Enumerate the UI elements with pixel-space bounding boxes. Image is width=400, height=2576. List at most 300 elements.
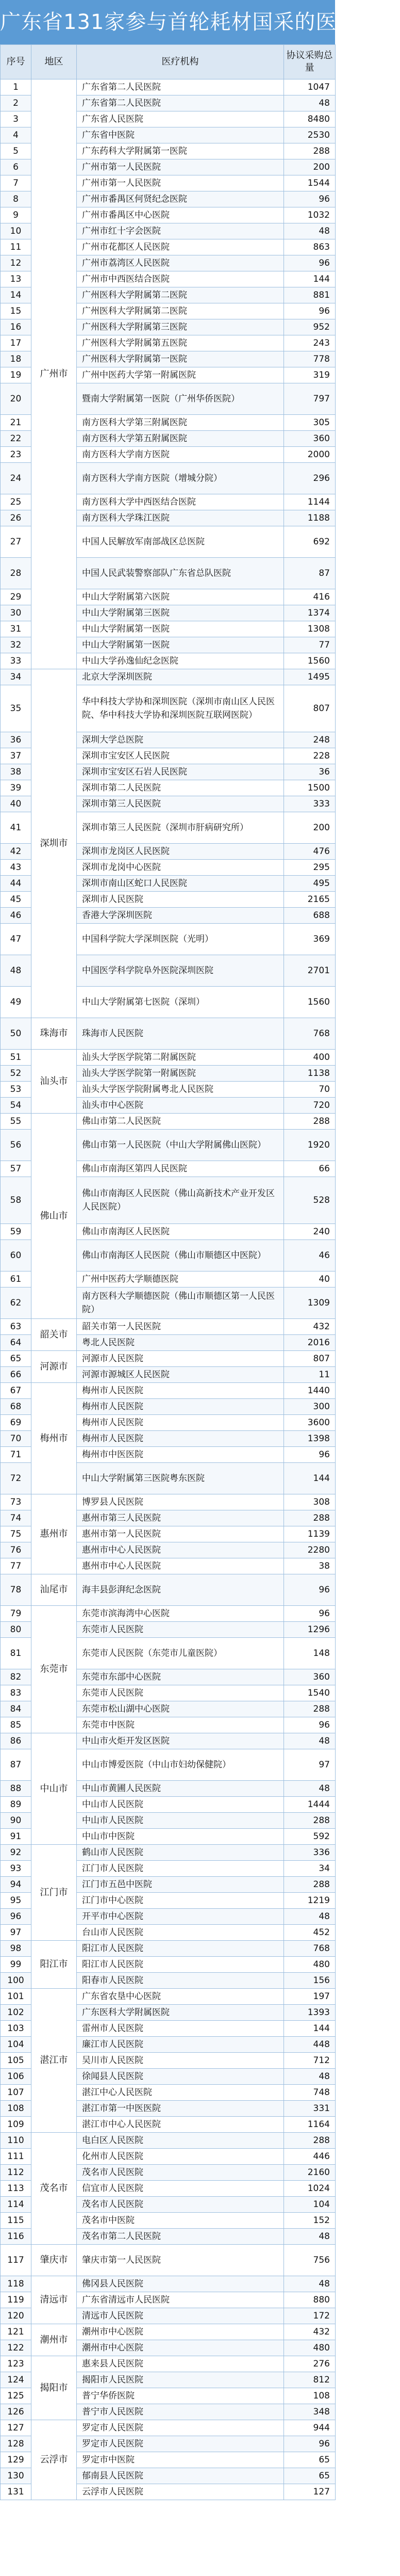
hospital-name: 湛江市中心人民医院 [77, 2117, 284, 2133]
hospital-name: 深圳市人民医院 [77, 892, 284, 908]
row-number: 125 [1, 2388, 31, 2404]
hospital-name: 佛山市第一人民医院（中山大学附属佛山医院） [77, 1130, 284, 1161]
table-row [1, 1383, 336, 1399]
agreed-quantity: 333 [284, 796, 336, 812]
agreed-quantity: 288 [284, 1510, 336, 1526]
row-number: 128 [1, 2436, 31, 2452]
row-number: 105 [1, 2053, 31, 2069]
hospital-name: 海丰县彭湃纪念医院 [77, 1574, 284, 1606]
hospital-name: 深圳市南山区蛇口人民医院 [77, 876, 284, 892]
row-number: 58 [1, 1177, 31, 1224]
row-number: 85 [1, 1717, 31, 1733]
table-row [1, 1018, 336, 1050]
agreed-quantity: 1440 [284, 1383, 336, 1399]
row-number: 124 [1, 2372, 31, 2388]
hospital-name: 广东省农垦中心医院 [77, 1989, 284, 2005]
hospital-name: 中山大学附属第三医院粤东医院 [77, 1463, 284, 1494]
agreed-quantity: 1138 [284, 1066, 336, 1082]
hospital-name: 广州市番禺区中心医院 [77, 207, 284, 223]
hospital-name: 汕头大学医学院第二附属医院 [77, 1050, 284, 1066]
row-number: 47 [1, 924, 31, 955]
row-number: 54 [1, 1098, 31, 1114]
row-number: 83 [1, 1685, 31, 1701]
row-number: 59 [1, 1224, 31, 1240]
hospital-name: 惠州市第一人民医院 [77, 1526, 284, 1542]
agreed-quantity: 46 [284, 1240, 336, 1271]
row-number: 16 [1, 319, 31, 335]
hospital-name: 韶关市第一人民医院 [77, 1319, 284, 1335]
hospital-name: 罗定市中医院 [77, 2452, 284, 2468]
row-number: 26 [1, 510, 31, 526]
row-number: 63 [1, 1319, 31, 1335]
hospital-name: 广东省中医院 [77, 127, 284, 143]
row-number: 82 [1, 1669, 31, 1685]
hospital-name: 广东省清远市人民医院 [77, 2292, 284, 2308]
row-number: 70 [1, 1431, 31, 1447]
hospital-name: 中山大学孙逸仙纪念医院 [77, 653, 284, 669]
agreed-quantity: 1560 [284, 653, 336, 669]
agreed-quantity: 880 [284, 2292, 336, 2308]
row-number: 14 [1, 287, 31, 303]
hospital-name: 潮州市中心医院 [77, 2324, 284, 2340]
row-number: 79 [1, 1606, 31, 1622]
agreed-quantity: 480 [284, 2340, 336, 2356]
agreed-quantity: 96 [284, 191, 336, 207]
page-title: 广东省131家参与首轮耗材国采的医疗机构 [0, 0, 335, 44]
row-number: 72 [1, 1463, 31, 1494]
agreed-quantity: 308 [284, 1494, 336, 1510]
agreed-quantity: 36 [284, 764, 336, 780]
agreed-quantity: 1164 [284, 2117, 336, 2133]
row-number: 22 [1, 431, 31, 447]
row-number: 94 [1, 1877, 31, 1893]
row-number: 99 [1, 1957, 31, 1973]
row-number: 44 [1, 876, 31, 892]
hospital-name: 阳江市人民医院 [77, 1957, 284, 1973]
agreed-quantity: 528 [284, 1177, 336, 1224]
hospital-name: 东莞市人民医院 [77, 1685, 284, 1701]
hospital-name: 徐闻县人民医院 [77, 2069, 284, 2085]
row-number: 64 [1, 1335, 31, 1351]
agreed-quantity: 1920 [284, 1130, 336, 1161]
row-number: 55 [1, 1114, 31, 1130]
table-body [1, 79, 336, 2500]
row-number: 106 [1, 2069, 31, 2085]
region-cell: 肇庆市 [31, 2245, 77, 2276]
row-number: 50 [1, 1018, 31, 1050]
row-number: 102 [1, 2005, 31, 2021]
region-cell: 韶关市 [31, 1319, 77, 1351]
region-cell: 潮州市 [31, 2324, 77, 2356]
agreed-quantity: 448 [284, 2037, 336, 2053]
hospital-name: 广州医科大学附属第二医院 [77, 303, 284, 319]
row-number: 27 [1, 526, 31, 558]
agreed-quantity: 2701 [284, 955, 336, 987]
hospital-name: 河源市人民医院 [77, 1351, 284, 1367]
row-number: 114 [1, 2197, 31, 2213]
agreed-quantity: 48 [284, 2069, 336, 2085]
agreed-quantity: 1393 [284, 2005, 336, 2021]
row-number: 39 [1, 780, 31, 796]
row-number: 12 [1, 255, 31, 271]
row-number: 8 [1, 191, 31, 207]
row-number: 80 [1, 1622, 31, 1638]
row-number: 119 [1, 2292, 31, 2308]
hospital-name: 深圳市第三人民医院（深圳市肝病研究所） [77, 812, 284, 844]
hospital-name: 中山大学附属第三医院 [77, 605, 284, 621]
row-number: 130 [1, 2468, 31, 2484]
hospital-name: 广州中医药大学顺德医院 [77, 1271, 284, 1287]
agreed-quantity: 97 [284, 1749, 336, 1781]
agreed-quantity: 144 [284, 1463, 336, 1494]
agreed-quantity: 400 [284, 1050, 336, 1066]
hospital-name: 茂名市人民医院 [77, 2165, 284, 2181]
row-number: 127 [1, 2420, 31, 2436]
table-row [1, 669, 336, 685]
hospital-name: 阳春市人民医院 [77, 1973, 284, 1989]
hospital-name: 广州市花都区人民医院 [77, 239, 284, 255]
hospital-name: 中山市黄圃人民医院 [77, 1781, 284, 1797]
hospital-name: 东莞市松山湖中心医院 [77, 1701, 284, 1717]
agreed-quantity: 2530 [284, 127, 336, 143]
agreed-quantity: 756 [284, 2245, 336, 2276]
agreed-quantity: 1444 [284, 1797, 336, 1813]
agreed-quantity: 300 [284, 1399, 336, 1415]
hospital-name: 江门市五邑中医院 [77, 1877, 284, 1893]
agreed-quantity: 432 [284, 2324, 336, 2340]
row-number: 101 [1, 1989, 31, 2005]
agreed-quantity: 944 [284, 2420, 336, 2436]
agreed-quantity: 3600 [284, 1415, 336, 1431]
row-number: 18 [1, 351, 31, 367]
hospital-name: 中国科学院大学深圳医院（光明） [77, 924, 284, 955]
table-row [1, 1050, 336, 1066]
table-row [1, 1606, 336, 1622]
region-cell: 珠海市 [31, 1018, 77, 1050]
hospital-name: 广州市红十字会医院 [77, 223, 284, 239]
agreed-quantity: 77 [284, 637, 336, 653]
hospital-name: 茂名市中医院 [77, 2213, 284, 2229]
agreed-quantity: 807 [284, 1351, 336, 1367]
hospital-name: 江门市中心医院 [77, 1893, 284, 1909]
agreed-quantity: 1144 [284, 494, 336, 510]
hospital-name: 汕头大学医学院第一附属医院 [77, 1066, 284, 1082]
agreed-quantity: 768 [284, 1018, 336, 1050]
hospital-name: 中山市人民医院 [77, 1813, 284, 1829]
region-cell: 河源市 [31, 1351, 77, 1383]
agreed-quantity: 148 [284, 1638, 336, 1669]
row-number: 131 [1, 2484, 31, 2500]
row-number: 113 [1, 2181, 31, 2197]
agreed-quantity: 34 [284, 1861, 336, 1877]
agreed-quantity: 38 [284, 1558, 336, 1574]
agreed-quantity: 797 [284, 383, 336, 415]
row-number: 118 [1, 2276, 31, 2292]
agreed-quantity: 295 [284, 860, 336, 876]
row-number: 31 [1, 621, 31, 637]
agreed-quantity: 768 [284, 1941, 336, 1957]
region-cell: 中山市 [31, 1733, 77, 1845]
table-row [1, 2324, 336, 2340]
agreed-quantity: 476 [284, 844, 336, 860]
hospital-name: 广东医科大学附属医院 [77, 2005, 284, 2021]
row-number: 17 [1, 335, 31, 351]
row-number: 20 [1, 383, 31, 415]
row-number: 69 [1, 1415, 31, 1431]
hospital-name: 深圳市龙岗中心医院 [77, 860, 284, 876]
hospital-name: 深圳市宝安区石岩人民医院 [77, 764, 284, 780]
region-cell: 佛山市 [31, 1114, 77, 1319]
table-row [1, 1319, 336, 1335]
row-number: 56 [1, 1130, 31, 1161]
region-cell: 江门市 [31, 1845, 77, 1941]
hospital-name: 北京大学深圳医院 [77, 669, 284, 685]
hospital-name: 南方医科大学南方医院（增城分院） [77, 463, 284, 494]
agreed-quantity: 66 [284, 1161, 336, 1177]
agreed-quantity: 104 [284, 2197, 336, 2213]
row-number: 93 [1, 1861, 31, 1877]
row-number: 76 [1, 1542, 31, 1558]
agreed-quantity: 96 [284, 1606, 336, 1622]
agreed-quantity: 288 [284, 1813, 336, 1829]
row-number: 120 [1, 2308, 31, 2324]
agreed-quantity: 96 [284, 1574, 336, 1606]
row-number: 122 [1, 2340, 31, 2356]
row-number: 74 [1, 1510, 31, 1526]
agreed-quantity: 96 [284, 303, 336, 319]
row-number: 32 [1, 637, 31, 653]
hospital-name: 梅州市人民医院 [77, 1431, 284, 1447]
row-number: 35 [1, 685, 31, 732]
hospital-name: 江门市人民医院 [77, 1861, 284, 1877]
agreed-quantity: 48 [284, 1909, 336, 1925]
row-number: 4 [1, 127, 31, 143]
row-number: 5 [1, 143, 31, 159]
hospital-name: 揭阳市人民医院 [77, 2372, 284, 2388]
region-cell: 广州市 [31, 79, 77, 669]
hospital-name: 广州市荔湾区人民医院 [77, 255, 284, 271]
row-number: 86 [1, 1733, 31, 1749]
row-number: 129 [1, 2452, 31, 2468]
hospital-name: 中山市人民医院 [77, 1797, 284, 1813]
hospital-name: 梅州市人民医院 [77, 1415, 284, 1431]
row-number: 36 [1, 732, 31, 748]
agreed-quantity: 197 [284, 1989, 336, 2005]
hospital-name: 郁南县人民医院 [77, 2468, 284, 2484]
row-number: 126 [1, 2404, 31, 2420]
row-number: 66 [1, 1367, 31, 1383]
agreed-quantity: 48 [284, 95, 336, 111]
hospital-name: 东莞市滨海湾中心医院 [77, 1606, 284, 1622]
agreed-quantity: 2000 [284, 447, 336, 463]
row-number: 51 [1, 1050, 31, 1066]
agreed-quantity: 2165 [284, 892, 336, 908]
hospital-name: 廉江市人民医院 [77, 2037, 284, 2053]
row-number: 103 [1, 2021, 31, 2037]
hospital-name: 广州市番禺区何贤纪念医院 [77, 191, 284, 207]
hospital-name: 佛冈县人民医院 [77, 2276, 284, 2292]
hospital-name: 佛山市南海区人民医院（佛山市顺德区中医院） [77, 1240, 284, 1271]
region-cell: 汕尾市 [31, 1574, 77, 1606]
row-number: 65 [1, 1351, 31, 1367]
row-number: 107 [1, 2085, 31, 2101]
agreed-quantity: 243 [284, 335, 336, 351]
agreed-quantity: 40 [284, 1271, 336, 1287]
hospital-name: 佛山市南海区第四人民医院 [77, 1161, 284, 1177]
hospital-name: 鹤山市人民医院 [77, 1845, 284, 1861]
table-header-row [1, 45, 336, 79]
agreed-quantity: 331 [284, 2101, 336, 2117]
agreed-quantity: 1398 [284, 1431, 336, 1447]
hospital-name: 南方医科大学珠江医院 [77, 510, 284, 526]
row-number: 112 [1, 2165, 31, 2181]
row-number: 29 [1, 589, 31, 605]
hospital-name: 南方医科大学第五附属医院 [77, 431, 284, 447]
row-number: 87 [1, 1749, 31, 1781]
row-number: 7 [1, 175, 31, 191]
agreed-quantity: 1495 [284, 669, 336, 685]
hospital-name: 南方医科大学中西医结合医院 [77, 494, 284, 510]
agreed-quantity: 70 [284, 1082, 336, 1098]
agreed-quantity: 592 [284, 1829, 336, 1845]
hospital-name: 阳江市人民医院 [77, 1941, 284, 1957]
row-number: 90 [1, 1813, 31, 1829]
row-number: 38 [1, 764, 31, 780]
hospital-name: 粤北人民医院 [77, 1335, 284, 1351]
row-number: 96 [1, 1909, 31, 1925]
row-number: 98 [1, 1941, 31, 1957]
agreed-quantity: 480 [284, 1957, 336, 1973]
agreed-quantity: 48 [284, 2276, 336, 2292]
hospital-name: 惠州市第三人民医院 [77, 1510, 284, 1526]
agreed-quantity: 200 [284, 159, 336, 175]
hospital-name: 东莞市人民医院 [77, 1622, 284, 1638]
agreed-quantity: 96 [284, 1717, 336, 1733]
row-number: 9 [1, 207, 31, 223]
hospital-name: 深圳市第二人民医院 [77, 780, 284, 796]
hospital-name: 梅州市人民医院 [77, 1399, 284, 1415]
hospital-name: 东莞市中医院 [77, 1717, 284, 1733]
row-number: 71 [1, 1447, 31, 1463]
row-number: 116 [1, 2229, 31, 2245]
agreed-quantity: 48 [284, 1781, 336, 1797]
row-number: 57 [1, 1161, 31, 1177]
hospital-name: 博罗县人民医院 [77, 1494, 284, 1510]
agreed-quantity: 360 [284, 1669, 336, 1685]
hospital-name: 广州市第一人民医院 [77, 175, 284, 191]
row-number: 25 [1, 494, 31, 510]
row-number: 75 [1, 1526, 31, 1542]
hospital-name: 中国人民武装警察部队广东省总队医院 [77, 558, 284, 589]
agreed-quantity: 65 [284, 2468, 336, 2484]
agreed-quantity: 1296 [284, 1622, 336, 1638]
agreed-quantity: 360 [284, 431, 336, 447]
row-number: 19 [1, 367, 31, 383]
row-number: 15 [1, 303, 31, 319]
row-number: 78 [1, 1574, 31, 1606]
table-row [1, 2245, 336, 2276]
agreed-quantity: 87 [284, 558, 336, 589]
agreed-quantity: 863 [284, 239, 336, 255]
hospital-name: 广州市第一人民医院 [77, 159, 284, 175]
table-row [1, 1989, 336, 2005]
row-number: 60 [1, 1240, 31, 1271]
row-number: 37 [1, 748, 31, 764]
table-row [1, 1494, 336, 1510]
hospital-name: 台山市人民医院 [77, 1925, 284, 1941]
header-region: 地区 [31, 45, 77, 79]
agreed-quantity: 228 [284, 748, 336, 764]
hospital-name: 梅州市人民医院 [77, 1383, 284, 1399]
agreed-quantity: 1544 [284, 175, 336, 191]
hospital-name: 汕头大学医学院附属粤北人民医院 [77, 1082, 284, 1098]
hospital-name: 惠州市中心人民医院 [77, 1558, 284, 1574]
hospital-name: 南方医科大学顺德医院（佛山市顺德区第一人民医院） [77, 1287, 284, 1319]
table-row [1, 79, 336, 95]
agreed-quantity: 152 [284, 2213, 336, 2229]
hospital-name: 暨南大学附属第一医院（广州华侨医院） [77, 383, 284, 415]
agreed-quantity: 276 [284, 2356, 336, 2372]
hospital-name: 广东省人民医院 [77, 111, 284, 127]
region-cell: 汕头市 [31, 1050, 77, 1114]
header-hospital: 医疗机构 [77, 45, 284, 79]
agreed-quantity: 2016 [284, 1335, 336, 1351]
row-number: 92 [1, 1845, 31, 1861]
hospital-name: 罗定市人民医院 [77, 2436, 284, 2452]
hospital-name: 广州医科大学附属第一医院 [77, 351, 284, 367]
agreed-quantity: 1139 [284, 1526, 336, 1542]
agreed-quantity: 495 [284, 876, 336, 892]
agreed-quantity: 2280 [284, 1542, 336, 1558]
row-number: 89 [1, 1797, 31, 1813]
agreed-quantity: 288 [284, 1701, 336, 1717]
agreed-quantity: 2160 [284, 2165, 336, 2181]
agreed-quantity: 319 [284, 367, 336, 383]
agreed-quantity: 108 [284, 2388, 336, 2404]
hospital-table [0, 44, 336, 2500]
table-row [1, 1845, 336, 1861]
hospital-name: 广东省第二人民医院 [77, 79, 284, 95]
region-cell: 云浮市 [31, 2420, 77, 2500]
region-cell: 东莞市 [31, 1606, 77, 1733]
hospital-name: 中山市中医院 [77, 1829, 284, 1845]
region-cell: 惠州市 [31, 1494, 77, 1574]
hospital-name: 雷州市人民医院 [77, 2021, 284, 2037]
hospital-name: 中山大学附属第七医院（深圳） [77, 987, 284, 1018]
row-number: 30 [1, 605, 31, 621]
hospital-name: 香港大学深圳医院 [77, 908, 284, 924]
row-number: 81 [1, 1638, 31, 1669]
row-number: 104 [1, 2037, 31, 2053]
agreed-quantity: 1024 [284, 2181, 336, 2197]
hospital-name: 潮州市中心医院 [77, 2340, 284, 2356]
region-cell: 清远市 [31, 2276, 77, 2324]
hospital-name: 深圳市第三人民医院 [77, 796, 284, 812]
agreed-quantity: 881 [284, 287, 336, 303]
hospital-name: 茂名市人民医院 [77, 2197, 284, 2213]
agreed-quantity: 200 [284, 812, 336, 844]
hospital-name: 电白区人民医院 [77, 2133, 284, 2149]
agreed-quantity: 416 [284, 589, 336, 605]
row-number: 21 [1, 415, 31, 431]
agreed-quantity: 144 [284, 271, 336, 287]
hospital-name: 佛山市南海区人民医院 [77, 1224, 284, 1240]
hospital-name: 化州市人民医院 [77, 2149, 284, 2165]
row-number: 53 [1, 1082, 31, 1098]
hospital-name: 中山大学附属第一医院 [77, 637, 284, 653]
table-row [1, 2356, 336, 2372]
row-number: 109 [1, 2117, 31, 2133]
